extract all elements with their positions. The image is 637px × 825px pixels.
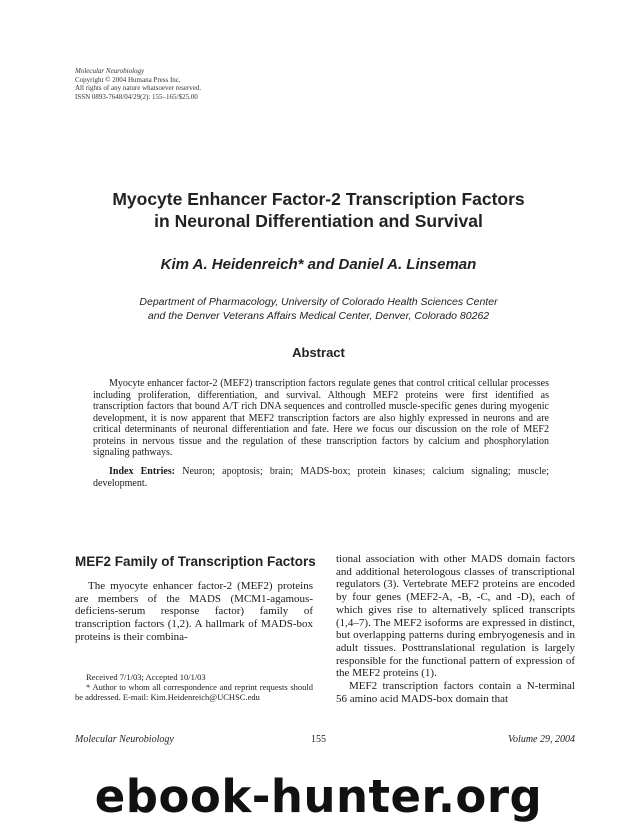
right-column — [336, 553, 575, 705]
masthead-issn: ISSN 0893-7648/04/29(2): 155–165/$25.00 — [75, 92, 198, 101]
section-heading: MEF2 Family of Transcription Factors — [75, 554, 316, 569]
index-entries — [93, 466, 549, 489]
footnote-received: Received 7/1/03; Accepted 10/1/03 — [86, 672, 206, 682]
authors: Kim A. Heidenreich* and Daniel A. Linseman — [160, 256, 477, 273]
right-paragraph-1: tional association with other MADS domain factors and additional heterologous classes of transcriptional regulators (3). Vertebrate MEF2 proteins are encoded by four genes (MEF2-A, -B, -C, and -D), each of which gives rise to alternatively spliced transcripts (1,4–7). The MEF2 isoforms are expressed in distinct, but overlapping patterns during embryogenesis and in adult tissues. Posttranslational regulation is largely responsible for the functional pattern of expression of the MEF2 proteins (1). — [336, 553, 575, 680]
index-entries-text: Neuron; apoptosis; brain; MADS-box; protein kinases; calcium signaling; muscle; development. — [93, 466, 549, 489]
masthead-journal: Molecular Neurobiology — [75, 67, 145, 75]
index-entries-label: Index Entries: — [109, 466, 176, 477]
article-title — [0, 188, 637, 232]
footer-volume: Volume 29, 2004 — [508, 734, 575, 745]
right-paragraph-2: MEF2 transcription factors contain a N-terminal 56 amino acid MADS-box domain that — [336, 680, 575, 705]
affiliation-line-1: Department of Pharmacology, University of Colorado Health Sciences Center — [139, 296, 498, 308]
masthead — [75, 67, 201, 101]
footnotes — [75, 672, 313, 702]
left-column — [75, 580, 313, 644]
title-line-1: Myocyte Enhancer Factor-2 Transcription Factors — [112, 189, 525, 209]
masthead-copyright: Copyright © 2004 Humana Press Inc. — [75, 75, 181, 84]
affiliation — [0, 295, 637, 323]
masthead-rights: All rights of any nature whatsoever reserved. — [75, 84, 202, 92]
footnote-correspondence: * Author to whom all correspondence and reprint requests should be addressed. E-mail: Kim.Heidenreich@UCHSC.edu — [75, 682, 313, 702]
footer-journal: Molecular Neurobiology — [75, 734, 174, 745]
watermark: ebook-hunter.org — [94, 770, 543, 823]
abstract-heading: Abstract — [292, 345, 345, 360]
left-paragraph: The myocyte enhancer factor-2 (MEF2) proteins are members of the MADS (MCM1-agamous-deficiens-serum response factor) family of transcription factors (1,2). A hallmark of MADS-box proteins is their combina- — [75, 580, 313, 643]
affiliation-line-2: and the Denver Veterans Affairs Medical Center, Denver, Colorado 80262 — [147, 310, 490, 322]
abstract-body: Myocyte enhancer factor-2 (MEF2) transcription factors regulate genes that control critical cellular processes including proliferation, differentiation, and survival. Although MEF2 proteins were first identified as transcription factors that bound A/T rich DNA sequences and controlled muscle-specific genes during myogenic development, it is now apparent that MEF2 transcription factors are also highly expressed in neurons and are critical determinants of neuronal differentiation and fate. Here we focus our discussion on the role of MEF2 proteins in nervous tissue and the regulation of these transcription factors by calcium and phosphorylation signaling pathways. — [93, 378, 549, 458]
title-line-2: in Neuronal Differentiation and Survival — [154, 211, 483, 231]
footer-page-number: 155 — [311, 734, 326, 745]
